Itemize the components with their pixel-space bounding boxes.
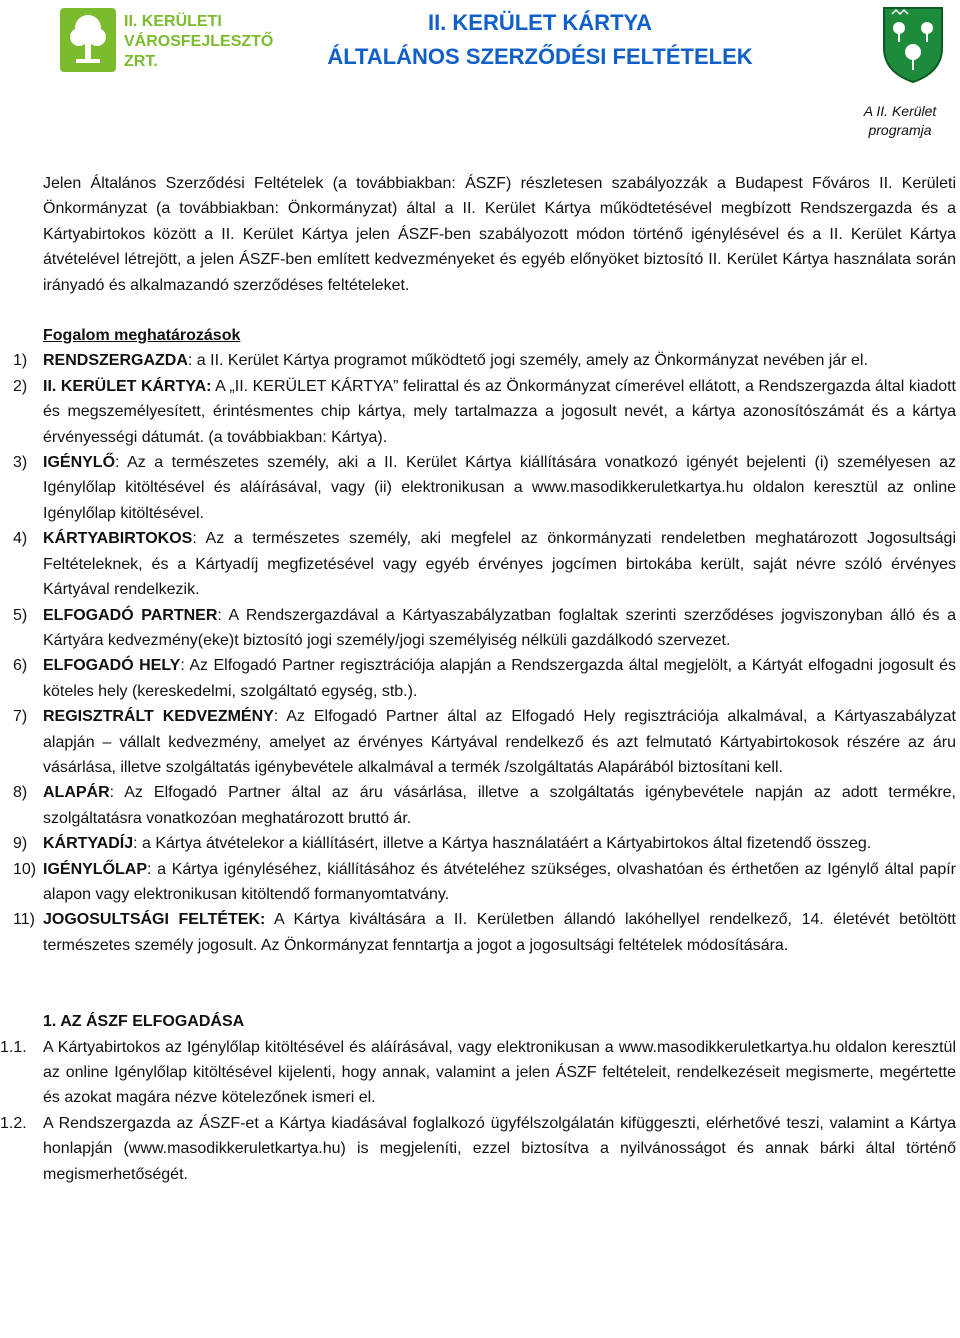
- definition-item: [13, 450, 956, 526]
- definition-term: REGISZTRÁLT KEDVEZMÉNY: [43, 708, 274, 726]
- definition-number: 2): [13, 377, 28, 395]
- varosfejleszto-logo: [60, 6, 274, 74]
- section-1-items: [0, 1035, 956, 1187]
- intro-paragraph: Jelen Általános Szerződési Feltételek (a továbbiakban: ÁSZF) részletesen szabályozzák a Budapest Főváros II. Kerületi Önkormányzat (a továbbiakban: Önkormányzat) által a II. Kerület Kártya működtetésével megbízott Rendszergazda és a Kártyabirtokos között a II. Kerület Kártya jelen ÁSZF-ben szabályozott módon történő igénylésével és a II. Kerület Kártya átvételével létrejött, a jelen ÁSZF-ben említett kedvezményeket és egyéb előnyöket biztosító II. Kerület Kártya használata során irányadó és alkalmazandó szerződéses feltételeket.: [43, 175, 956, 294]
- definition-number: 8): [13, 784, 28, 802]
- definition-number: 1): [13, 352, 28, 370]
- section-1-item: [0, 1035, 956, 1111]
- title-line-2: ÁLTALÁNOS SZERZŐDÉSI FELTÉTELEK: [327, 44, 753, 69]
- item-number: 1.1.: [0, 1038, 27, 1056]
- definition-term: JOGOSULTSÁGI FELTÉTEK:: [43, 911, 266, 929]
- definition-number: 4): [13, 530, 28, 548]
- document-title: [300, 6, 780, 74]
- definition-item: [13, 374, 956, 450]
- definition-text: : Az a természetes személy, aki a II. Kerület Kártya kiállítására vonatkozó igényét bejelenti (i) személyesen az Igénylőlap kitöltésével és aláírásával, vagy (ii) elektronikusan a www.masodikkeruletkartya.hu oldalon keresztül az online Igénylőlap kitöltésével.: [43, 454, 956, 522]
- definition-term: IGÉNYLŐLAP: [43, 860, 148, 878]
- definition-item: [13, 348, 956, 373]
- definition-text: : a II. Kerület Kártya programot működtető jogi személy, amely az Önkormányzat nevében jár el.: [187, 352, 868, 370]
- definition-number: 10): [13, 860, 37, 878]
- definition-number: 3): [13, 454, 28, 472]
- definition-term: KÁRTYABIRTOKOS: [43, 530, 193, 548]
- definition-item: [13, 603, 956, 654]
- definitions-list: [13, 348, 957, 958]
- item-number: 1.2.: [0, 1114, 27, 1132]
- definition-item: [13, 526, 956, 602]
- definition-term: ELFOGADÓ HELY: [43, 657, 181, 675]
- definition-text: : Az a természetes személy, aki megfelel az önkormányzati rendeletben meghatározott Jogosultsági Feltételeknek, és a Kártyadíj megfizetésével vagy egyéb érvényes jogcímen birtokába került, saját névre szóló érvényes Kártyával rendelkezik.: [43, 530, 956, 599]
- definition-text: : a Kártya igényléséhez, kiállításához és átvételéhez szükséges, olvashatóan és érthetően az Igénylő által papír alapon vagy elektronikusan kitöltendő formanyomtatvány.: [43, 860, 956, 903]
- definition-item: [13, 907, 956, 958]
- logo-line3: ZRT.: [124, 53, 158, 70]
- definition-term: ELFOGADÓ PARTNER: [43, 606, 218, 624]
- definition-term: RENDSZERGAZDA: [43, 352, 188, 370]
- definition-term: IGÉNYLŐ: [43, 454, 116, 472]
- definition-number: 11): [13, 911, 35, 929]
- title-line-1: II. KERÜLET KÁRTYA: [427, 10, 653, 35]
- definition-number: 7): [13, 708, 28, 726]
- definition-text: : Az Elfogadó Partner által az áru vásárlása, illetve a szolgáltatás igénybevétele napján az adott termékre, szolgáltatásra vonatkozóan meghatározott bruttó ár.: [43, 784, 956, 827]
- definition-number: 9): [13, 835, 28, 853]
- definition-text: : A Rendszergazdával a Kártyaszabályzatban foglaltak szerinti szerződéses jogviszonyban álló és a Kártyára kedvezmény(eke)t biztosító jogi személy/jogi személyiség nélküli gazdálkodó szervezet.: [43, 606, 956, 649]
- definition-item: [13, 831, 956, 856]
- section-1-title: 1. AZ ÁSZF ELFOGADÁSA: [43, 1013, 245, 1031]
- definition-text: : a Kártya átvételekor a kiállításért, illetve a Kártya használatáért a Kártyabirtokos által fizetendő összeg.: [133, 835, 872, 853]
- definition-text: A „II. KERÜLET KÁRTYA” felirattal és az Önkormányzat címerével ellátott, a Rendszergazda által kiadott és megszemélyesített, érintésmentes chip kártya, mely tartalmazza a jogosult nevét, a kártya azonosítószámát és a kártya érvényességi dátumát. (a továbbiakban: Kártya).: [43, 377, 956, 446]
- definition-item: [13, 704, 956, 780]
- definition-number: 6): [13, 657, 28, 675]
- definition-text: A Kártya kiváltására a II. Kerületben állandó lakóhellyel rendelkező, 14. életévét betöltött természetes személy jogosult. Az Önkormányzat fenntartja a jogot a jogosultsági feltételek módosítására.: [43, 911, 956, 954]
- definition-item: [13, 653, 957, 704]
- definitions-heading: Fogalom meghatározások: [43, 327, 241, 345]
- definition-number: 5): [13, 606, 28, 624]
- definition-term: II. KERÜLET KÁRTYA:: [43, 377, 212, 395]
- district-crest-icon: [880, 4, 946, 84]
- definition-item: [13, 780, 956, 831]
- definition-item: [13, 857, 956, 908]
- item-text: A Rendszergazda az ÁSZF-et a Kártya kiadásával foglalkozó ügyfélszolgálatán kifüggeszti, elérhetővé teszi, valamint a Kártya honlapján (www.masodikkeruletkartya.hu) is megjeleníti, ezzel biztosítva a nyilvánosságot és annak bárki által történő megismerhetőségét.: [43, 1114, 956, 1183]
- logo-line1: II. KERÜLETI: [124, 13, 222, 30]
- definition-term: KÁRTYADÍJ: [43, 835, 134, 853]
- definition-text: : Az Elfogadó Partner regisztrációja alapján a Rendszergazda által megjelölt, a Kártyát elfogadni jogosult és köteles hely (kereskedelmi, szolgáltató egység, stb.).: [43, 657, 957, 700]
- definition-term: ALAPÁR: [43, 784, 110, 802]
- logo-line2: VÁROSFEJLESZTŐ: [124, 33, 274, 50]
- program-note: A II. Kerület programja: [863, 103, 937, 138]
- definition-text: : Az Elfogadó Partner által az Elfogadó Hely regisztrációja alkalmával, a Kártyaszabályzat alapján – vállalt kedvezmény, amelyet az érvényes Kártyával rendelkező és azt felmutató Kártyabirtokosok részére az áru vásárlása, illetve szolgáltatás igénybevétele alkalmával a termék /szolgáltatás Alapárából biztosítani kell.: [43, 708, 956, 776]
- item-text: A Kártyabirtokos az Igénylőlap kitöltésével és aláírásával, vagy elektronikusan a www.masodikkeruletkartya.hu oldalon keresztül az online Igénylőlap kitöltésével kijelenti, hogy annak, valamint a jelen ÁSZF feltételeit, rendelkezéseit megismerte, megértette és azokat magára nézve kötelezőnek ismeri el.: [43, 1038, 956, 1107]
- section-1-item: [0, 1111, 956, 1187]
- document-body: [0, 171, 957, 1187]
